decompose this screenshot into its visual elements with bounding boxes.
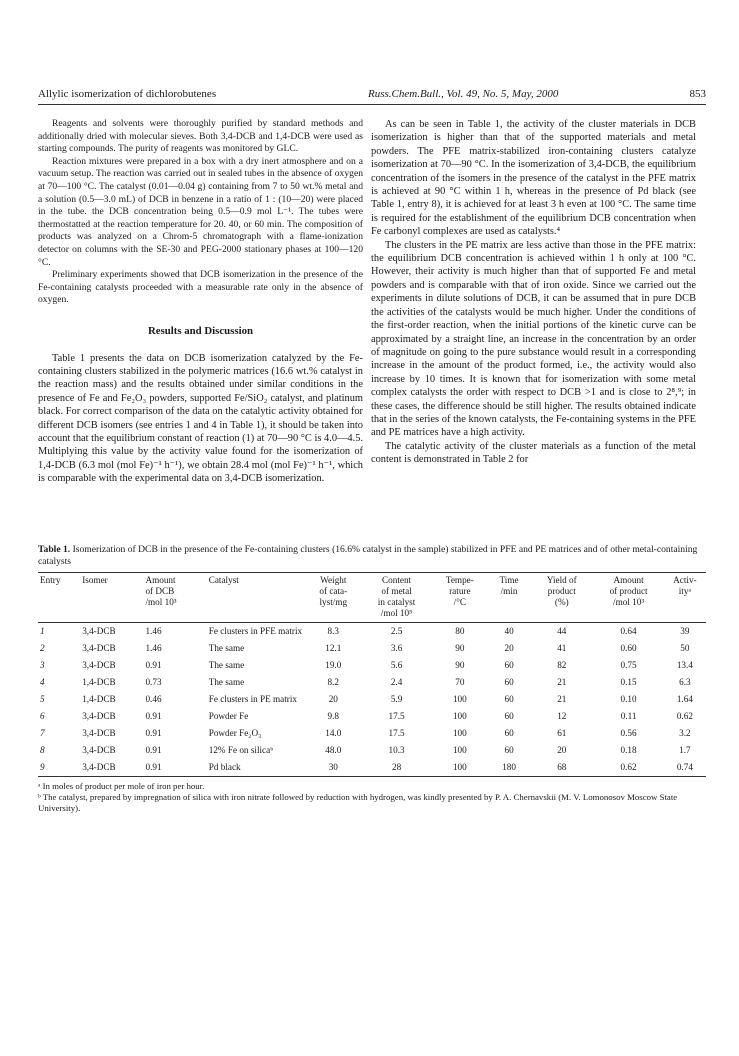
table-cell: 0.56 <box>620 728 637 738</box>
footnote-b: ᵇ The catalyst, prepared by impregnation of silica with iron nitrate followed by reduction with hydrogen, was kindly presented by P. A. Chernavskii (M. V. Lomonosov Moscow State University). <box>38 792 678 814</box>
table-cell: Fe clusters in PE matrix <box>208 694 298 704</box>
table-cell: 20 <box>504 643 514 653</box>
table-cell: 0.91 <box>145 745 162 755</box>
table-cell: 20 <box>557 745 567 755</box>
table-cell: 12.1 <box>325 643 342 653</box>
table-footnotes <box>38 781 706 815</box>
table-cell: 48.0 <box>325 745 342 755</box>
table-caption <box>38 544 706 568</box>
running-header <box>38 88 706 105</box>
table-cell: 17.5 <box>388 711 405 721</box>
table-cell: 10.3 <box>388 745 405 755</box>
table-header-line: Amount <box>613 575 644 585</box>
table-header-line: /mol 10⁵ <box>380 608 413 618</box>
table-caption-label: Table 1. <box>38 544 71 555</box>
table-header-row <box>38 573 706 623</box>
table-cell: 9.8 <box>327 711 340 721</box>
table-cell: 3.6 <box>390 643 403 653</box>
table-header-cell <box>143 573 206 623</box>
table-cell: 41 <box>557 643 567 653</box>
table-row <box>38 708 706 725</box>
table-header-line: Content <box>382 575 412 585</box>
table-cell: Powder Fe₂O₃ <box>208 728 262 738</box>
table-cell: 60 <box>504 677 514 687</box>
table-cell: 68 <box>530 759 593 777</box>
table-cell: 5.6 <box>390 660 403 670</box>
table-cell: The same <box>208 677 245 687</box>
table-header-line: ityᵃ <box>678 586 691 596</box>
table-cell: 0.62 <box>676 711 693 721</box>
table-cell: 39 <box>680 626 690 636</box>
table-header-line: Weight <box>320 575 347 585</box>
paragraph-table2: The catalytic activity of the cluster materials as a function of the metal content is demonstrated in Table 2 for <box>371 440 696 466</box>
table-cell: 8 <box>40 745 45 755</box>
table-cell: 12% Fe on silicaᵇ <box>208 745 274 755</box>
table-row <box>38 640 706 657</box>
section-title: Results and Discussion <box>147 324 253 337</box>
table-cell: 80 <box>455 626 465 636</box>
table-header-cell <box>207 573 305 623</box>
table-cell: The same <box>208 643 245 653</box>
table-header-line: (%) <box>554 597 569 607</box>
table-cell: 100 <box>452 728 467 738</box>
table-cell: 0.91 <box>145 728 162 738</box>
table-header-line: Catalyst <box>208 575 239 585</box>
table-row <box>38 691 706 708</box>
table-row <box>38 725 706 742</box>
table-cell: 82 <box>557 660 567 670</box>
table-cell: 21 <box>557 694 567 704</box>
table-cell: 3,4-DCB <box>82 643 116 653</box>
table-cell: 14.0 <box>325 728 342 738</box>
left-column <box>38 118 363 486</box>
table-cell: 3,4-DCB <box>82 660 116 670</box>
table-cell: 6 <box>40 711 45 721</box>
table-cell: 2 <box>40 643 45 653</box>
header-journal: Russ.Chem.Bull., Vol. 49, No. 5, May, 2000 <box>368 88 559 100</box>
right-column <box>371 118 696 467</box>
table-cell: 100 <box>432 759 488 777</box>
table-cell: 1,4-DCB <box>82 677 116 687</box>
table-cell: 4 <box>40 677 45 687</box>
table-cell: 3,4-DCB <box>82 745 116 755</box>
table-cell: 30 <box>305 759 361 777</box>
table-cell: Pd black <box>207 759 305 777</box>
table-header-line: Yield of <box>546 575 577 585</box>
table-header-line: in catalyst <box>377 597 416 607</box>
table-cell: Powder Fe <box>208 711 249 721</box>
table-cell: 40 <box>504 626 514 636</box>
table-cell: 9 <box>38 759 80 777</box>
paragraph-activity: As can be seen in Table 1, the activity of the cluster materials in DCB isomerization is higher than that of the supported materials and metal powders. The PFE matrix-stabilized iron-containing clusters catalyze isomerization at 70—90 °C. In the isomerization of 3,4-DCB, the equilibrium concentration of the isomers in the presence of the catalyst in the PFE matrix is achieved at 90 °C within 1 h, whereas in the presence of Pd black (see Table 1, entry 8), it is achieved for at least 3 h even at 100 °C. The same time is required for the establishment of the equilibrium DCB concentration when Fe carbonyl complexes are used as catalysts.⁴ <box>371 119 696 238</box>
table-1 <box>38 544 706 815</box>
table-cell: 8.3 <box>327 626 340 636</box>
table-cell: 0.18 <box>620 745 637 755</box>
table-header-line: Isomer <box>82 575 108 585</box>
table-row <box>38 742 706 759</box>
table-cell: 3,4-DCB <box>82 626 116 636</box>
table-cell: Fe clusters in PFE matrix <box>208 626 303 636</box>
paragraph-reaction-mixtures: Reaction mixtures were prepared in a box with a dry inert atmosphere and on a vacuum setup. The reaction was carried out in sealed tubes in the absence of oxygen at 70—100 °C. The catalyst (0.01—0.04 g) containing from 7 to 50 wt.% metal and a solution (0.5—3.0 mL) of DCB in benzene in a ratio of 1 : (10—20) were placed in the tube. the DCB concentration being 0.5—0.9 mol L⁻¹. The tubes were thermostatted at the reaction temperature for 20. 40, or 60 min. The composition of products was analyzed on a Chrom-5 chromatograph with a flame-ionization detector on columns with the SE-30 and PEG-2000 stationary phases at 100—120 °C. <box>38 155 363 268</box>
table-header-cell <box>80 573 143 623</box>
footnote-a: ᵃ In moles of product per mole of iron per hour. <box>38 781 205 791</box>
table-header-line: /min <box>500 586 518 596</box>
table-cell: 20 <box>328 694 338 704</box>
table-cell: 0.46 <box>145 694 162 704</box>
table-cell: 2.4 <box>390 677 403 687</box>
table-header-cell <box>361 573 431 623</box>
table-cell: 0.64 <box>620 626 637 636</box>
table-cell: 19.0 <box>325 660 342 670</box>
table-header-line: lyst/mg <box>319 597 348 607</box>
table-header-line: Entry <box>40 575 61 585</box>
table-cell: 1.46 <box>145 626 162 636</box>
table-header-cell <box>664 573 706 623</box>
table-cell: 6.3 <box>679 677 691 687</box>
table-cell: 0.11 <box>620 711 637 721</box>
table-header-line: /°C <box>453 597 467 607</box>
table-cell: 1.46 <box>145 643 162 653</box>
paragraph-pe-matrix: The clusters in the PE matrix are less active than those in the PFE matrix: the equilibrium DCB concentration is achieved within 1 h only at 100 °C. However, their activity is much higher than that of supported Fe and metal powders and is comparable with that of iron oxide. Since we carried out the experiments in dilute solutions of DCB, it can be assumed that in pure DCB the activities of the catalysts would be much higher. Under the conditions of the first-order reaction, when the initial portions of the kinetic curve can be approximated by a straight line, an increase in the concentration by an order of magnitude on going to the pure substance would result in a corresponding increase in the amount of the product formed, i.e., the activity would also increase by 10 times. It is known that for isomerization with some metal complex catalysts the order with respect to DCB >1 and is close to 2⁸,⁹; in these cases, the difference should be still higher. The results obtained indicate that in the series of the known catalysts, the Fe-containing systems in the PFE and PE matrices have a high activity. <box>371 239 696 439</box>
page-number: 853 <box>689 88 706 100</box>
table-cell: 90 <box>455 660 465 670</box>
table-cell: 3 <box>40 660 45 670</box>
data-table <box>38 572 706 777</box>
table-row <box>38 674 706 691</box>
table-header-cell <box>593 573 663 623</box>
table-cell: 0.73 <box>145 677 162 687</box>
table-cell: 1 <box>40 626 45 636</box>
table-header-line: Tempe- <box>445 575 474 585</box>
table-header-line: of product <box>609 586 648 596</box>
table-row <box>38 657 706 674</box>
table-cell: 0.75 <box>620 660 637 670</box>
table-cell: 44 <box>557 626 567 636</box>
table-header-line: of metal <box>381 586 412 596</box>
table-body <box>38 623 706 777</box>
table-cell: 60 <box>504 745 514 755</box>
table-cell: 70 <box>455 677 465 687</box>
table-cell: 5.9 <box>390 694 403 704</box>
table-cell: 60 <box>504 728 514 738</box>
table-cell: 2.5 <box>390 626 403 636</box>
table-cell: 50 <box>680 643 690 653</box>
table-cell: 0.10 <box>620 694 637 704</box>
table-header-line: /mol 10³ <box>145 597 177 607</box>
table-cell: 0.60 <box>620 643 637 653</box>
table-cell: 5 <box>40 694 45 704</box>
table-header-cell <box>488 573 530 623</box>
table-cell: 60 <box>504 660 514 670</box>
table-cell: 28 <box>361 759 431 777</box>
table-cell: 8.2 <box>327 677 340 687</box>
table-header-cell <box>530 573 593 623</box>
paragraph-discussion: Table 1 presents the data on DCB isomerization catalyzed by the Fe-containing clusters stabilized in the polymeric matrices (16.6 wt.% catalyst in the reaction mass) and the results obtained under similar conditions in the presence of Fe and Fe₂O₃ powders, supported Fe/SiO₂ catalyst, and platinum black. For correct comparison of the data on the catalytic activity obtained for different DCB isomers (see entries 1 and 4 in Table 1), it should be taken into account that the equilibrium constant of reaction (1) at 70—90 °C is 4.0—4.5. Multiplying this value by the activity value found for the isomerization of 1,4-DCB (6.3 mol (mol Fe)⁻¹ h⁻¹), we obtain 28.4 mol (mol Fe)⁻¹ h⁻¹, which is comparable with the experimental data on 3,4-DCB isomerization. <box>38 352 363 485</box>
table-header-line: Activ- <box>673 575 697 585</box>
table-cell: 17.5 <box>388 728 405 738</box>
table-cell: 60 <box>504 711 514 721</box>
table-row <box>38 759 706 777</box>
table-cell: 60 <box>504 694 514 704</box>
table-header-cell <box>432 573 488 623</box>
paragraph-reagents: Reagents and solvents were thoroughly purified by standard methods and additionally dried with molecular sieves. Both 3,4-DCB and 1,4-DCB were used as starting compounds. The purity of reagents was monitored by GLC. <box>38 118 363 155</box>
table-cell: 13.4 <box>676 660 693 670</box>
table-header-cell <box>38 573 80 623</box>
table-cell: 180 <box>488 759 530 777</box>
table-cell: 100 <box>452 745 467 755</box>
table-cell: 21 <box>557 677 567 687</box>
table-cell: 1,4-DCB <box>82 694 116 704</box>
table-cell: 7 <box>40 728 45 738</box>
table-cell: 90 <box>455 643 465 653</box>
table-cell: 61 <box>557 728 567 738</box>
table-cell: 100 <box>452 694 467 704</box>
table-cell: 100 <box>452 711 467 721</box>
table-header-cell <box>305 573 361 623</box>
table-row <box>38 623 706 641</box>
table-cell: 0.62 <box>593 759 663 777</box>
table-caption-text: Isomerization of DCB in the presence of the Fe-containing clusters (16.6% catalyst in the sample) stabilized in PFE and PE matrices and of other metal-containing catalysts <box>38 544 698 567</box>
table-header-line: of cata- <box>319 586 348 596</box>
table-header-line: of DCB <box>145 586 175 596</box>
table-cell: 0.74 <box>664 759 706 777</box>
table-cell: 3.2 <box>679 728 691 738</box>
table-cell: 3,4-DCB <box>80 759 143 777</box>
table-cell: 0.15 <box>620 677 637 687</box>
table-cell: 1.64 <box>676 694 693 704</box>
table-header-line: product <box>547 586 576 596</box>
table-header-line: Amount <box>145 575 176 585</box>
paragraph-preliminary: Preliminary experiments showed that DCB isomerization in the presence of the Fe-containing catalysts proceeded with a measurable rate only in the absence of oxygen. <box>38 269 363 306</box>
table-header-line: Time <box>499 575 519 585</box>
table-header-line: /mol 10³ <box>613 597 645 607</box>
table-cell: 12 <box>557 711 567 721</box>
table-cell: 3,4-DCB <box>82 728 116 738</box>
table-cell: 0.91 <box>143 759 206 777</box>
table-cell: 0.91 <box>145 660 162 670</box>
table-cell: 1.7 <box>679 745 691 755</box>
table-header-line: rature <box>449 586 471 596</box>
header-title: Allylic isomerization of dichlorobutenes <box>38 88 217 100</box>
table-cell: 0.91 <box>145 711 162 721</box>
table-cell: The same <box>208 660 245 670</box>
table-cell: 3,4-DCB <box>82 711 116 721</box>
